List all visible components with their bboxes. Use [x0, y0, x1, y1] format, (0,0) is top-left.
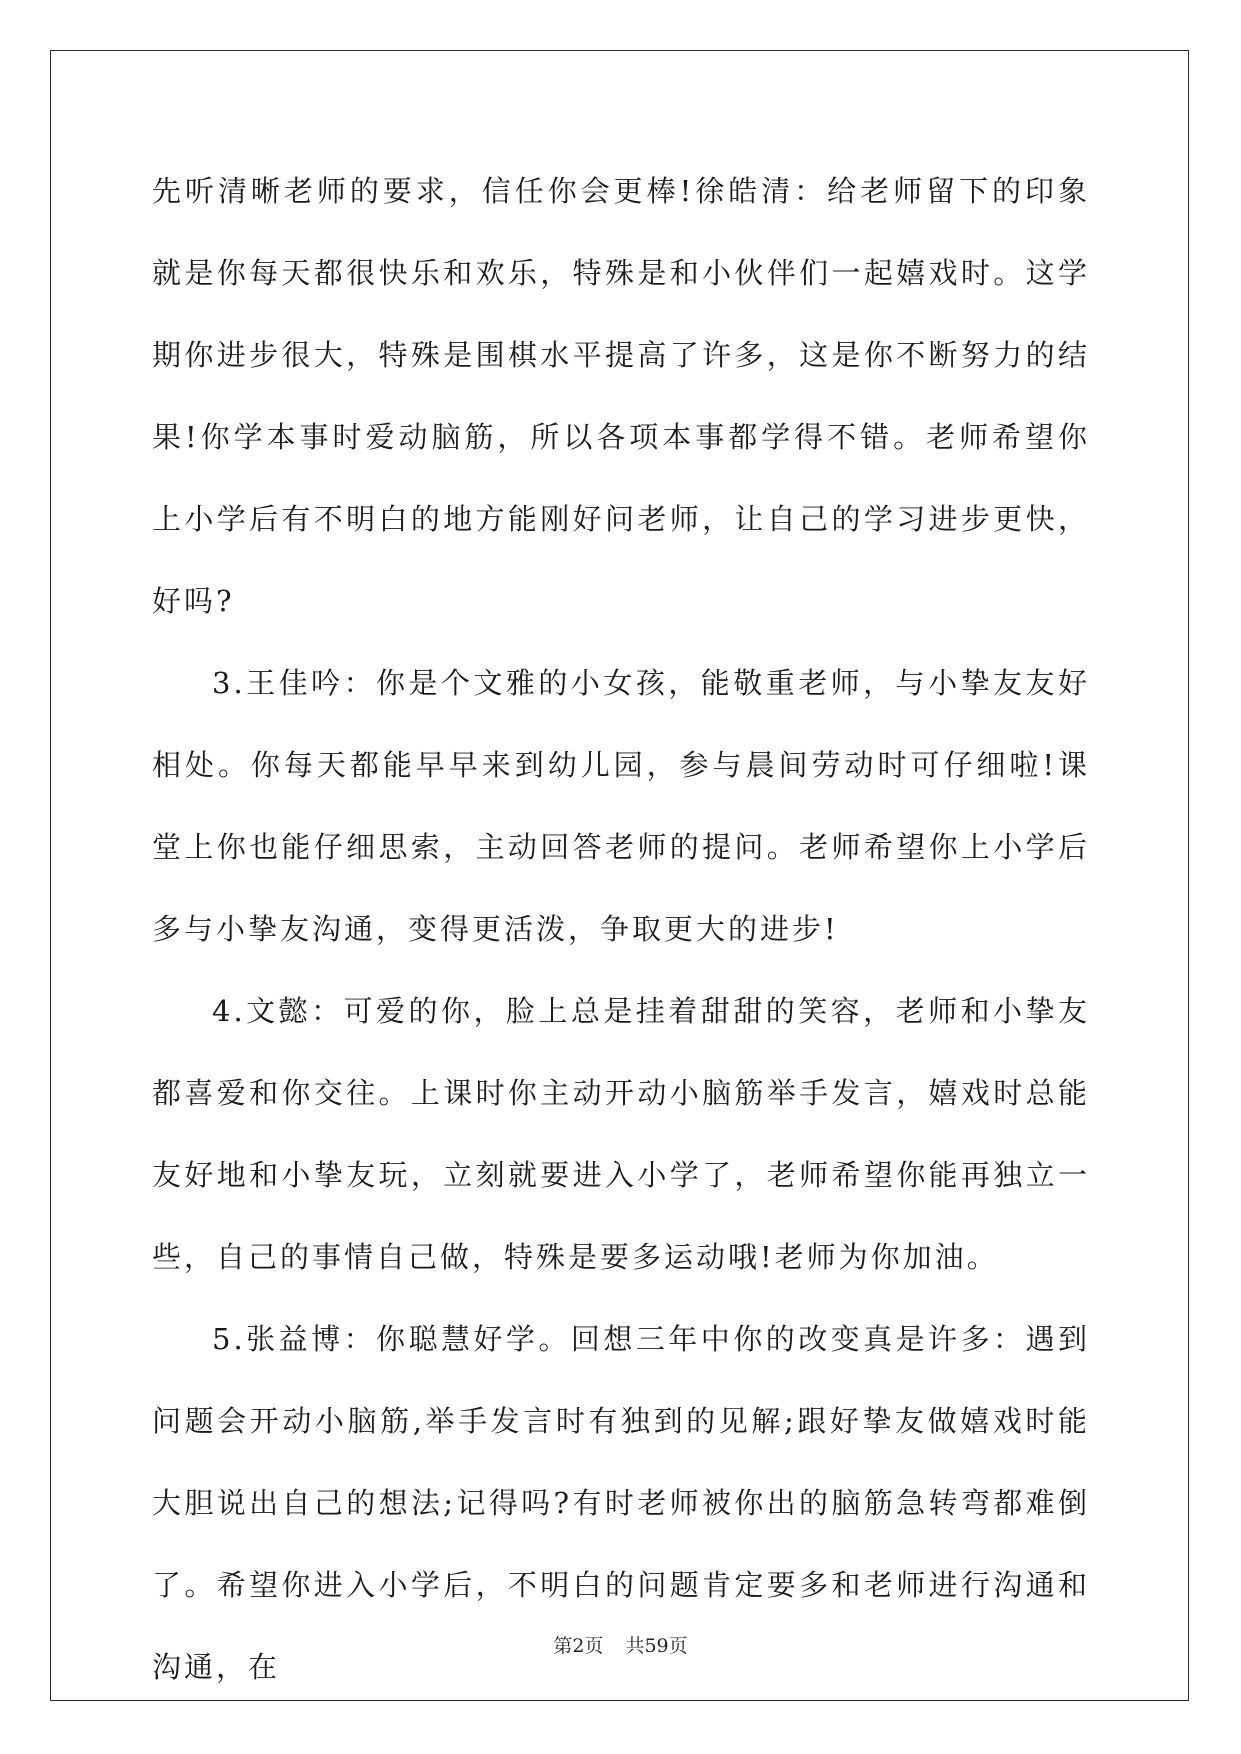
paragraph-3: 4.文懿：可爱的你，脸上总是挂着甜甜的笑容，老师和小挚友都喜爱和你交往。上课时你主动开动小脑筋举手发言，嬉戏时总能友好地和小挚友玩，立刻就要进入小学了，老师希望你能再独立一些，自己的事情自己做，特殊是要多运动哦!老师为你加油。 [152, 994, 1090, 1274]
page-footer [0, 1631, 1241, 1658]
document-body [152, 150, 1090, 1708]
paragraph-2: 3.王佳吟：你是个文雅的小女孩，能敬重老师，与小挚友友好相处。你每天都能早早来到幼儿园，参与晨间劳动时可仔细啦!课堂上你也能仔细思索，主动回答老师的提问。老师希望你上小学后多与小挚友沟通，变得更活泼，争取更大的进步! [152, 666, 1090, 946]
paragraph-1: 先听清晰老师的要求，信任你会更棒!徐皓清：给老师留下的印象就是你每天都很快乐和欢乐，特殊是和小伙伴们一起嬉戏时。这学期你进步很大，特殊是围棋水平提高了许多，这是你不断努力的结果!你学本事时爱动脑筋，所以各项本事都学得不错。老师希望你上小学后有不明白的地方能刚好问老师，让自己的学习进步更快，好吗? [152, 174, 1090, 618]
paragraph-4: 5.张益博：你聪慧好学。回想三年中你的改变真是许多：遇到问题会开动小脑筋,举手发言时有独到的见解;跟好挚友做嬉戏时能大胆说出自己的想法;记得吗?有时老师被你出的脑筋急转弯都难倒了。希望你进入小学后，不明白的问题肯定要多和老师进行沟通和沟通，在 [152, 1322, 1090, 1684]
page-total: 共59页 [625, 1635, 688, 1657]
page-number: 第2页 [553, 1635, 604, 1657]
